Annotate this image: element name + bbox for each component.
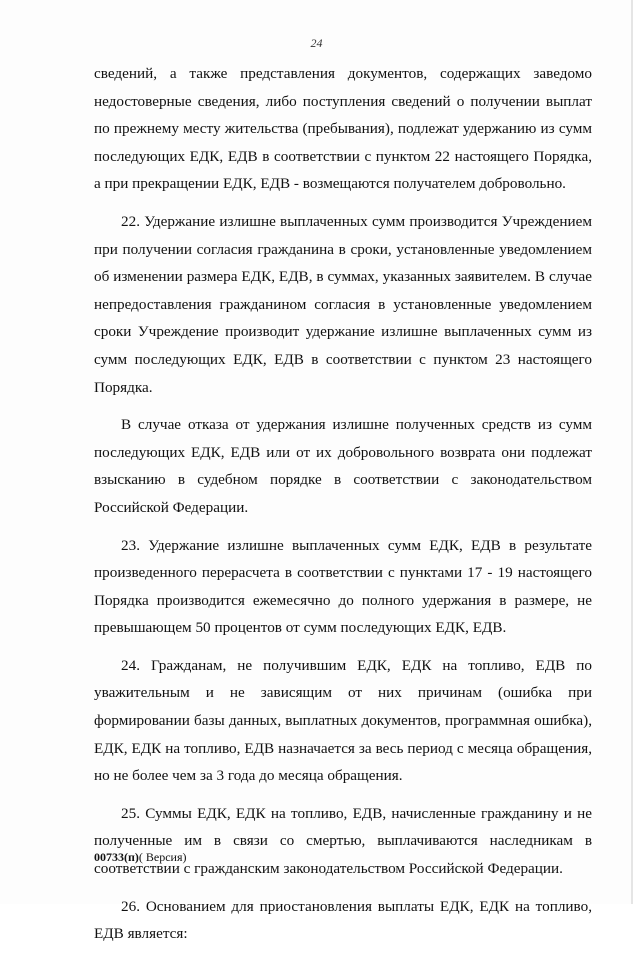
page-number: 24 [310,36,323,50]
document-version: ( Версия) [138,850,187,864]
paragraph-refusal: В случае отказа от удержания излишне полученных средств из сумм последующих ЕДК, ЕДВ или от их добровольного возврата они подлежат взысканию в судебном порядке в соответствии с законодательством Российской Федерации. [94,416,592,516]
paragraph-item-25: 25. Суммы ЕДК, ЕДК на топливо, ЕДВ, начисленные гражданину и не полученные им в связи со смертью, выплачиваются наследникам в соответствии с гражданским законодательством Российской Федерации. [94,804,592,878]
document-footer [94,850,187,865]
paragraph-item-22: 22. Удержание излишне выплаченных сумм производится Учреждением при получении согласия гражданина в сроки, установленные уведомлением об изменении размера ЕДК, ЕДВ, в суммах, указанных заявителем. В случае непредоставления гражданином согласия в установленные уведомлением сроки Учреждение производит удержание излишне выплаченных сумм из сумм последующих ЕДК, ЕДВ в соответствии с пунктом 23 настоящего Порядка. [94,212,592,396]
paragraph-item-24: 24. Гражданам, не получившим ЕДК, ЕДК на топливо, ЕДВ по уважительным и не зависящим от них причинам (ошибка при формировании базы данных, выплатных документов, программная ошибка), ЕДК, ЕДК на топливо, ЕДВ назначается за весь период с месяца обращения, но не более чем за 3 года до месяца обращения. [94,656,592,785]
document-code: 00733(п) [94,850,139,864]
paragraph-item-23: 23. Удержание излишне выплаченных сумм ЕДК, ЕДВ в результате произведенного перерасчета в соответствии с пунктами 17 - 19 настоящего Порядка производится ежемесячно до полного удержания в размере, не превышающем 50 процентов от сумм последующих ЕДК, ЕДВ. [94,536,592,637]
document-body [94,60,592,958]
paragraph-item-26: 26. Основанием для приостановления выплаты ЕДК, ЕДК на топливо, ЕДВ является: [94,897,592,943]
paragraph-continuation: сведений, а также представления документов, содержащих заведомо недостоверные сведения, либо поступления сведений о получении выплат по прежнему месту жительства (пребывания), подлежат удержанию из сумм последующих ЕДК, ЕДВ в соответствии с пунктом 22 настоящего Порядка, а при прекращении ЕДК, ЕДВ - возмещаются получателем добровольно. [94,65,592,193]
